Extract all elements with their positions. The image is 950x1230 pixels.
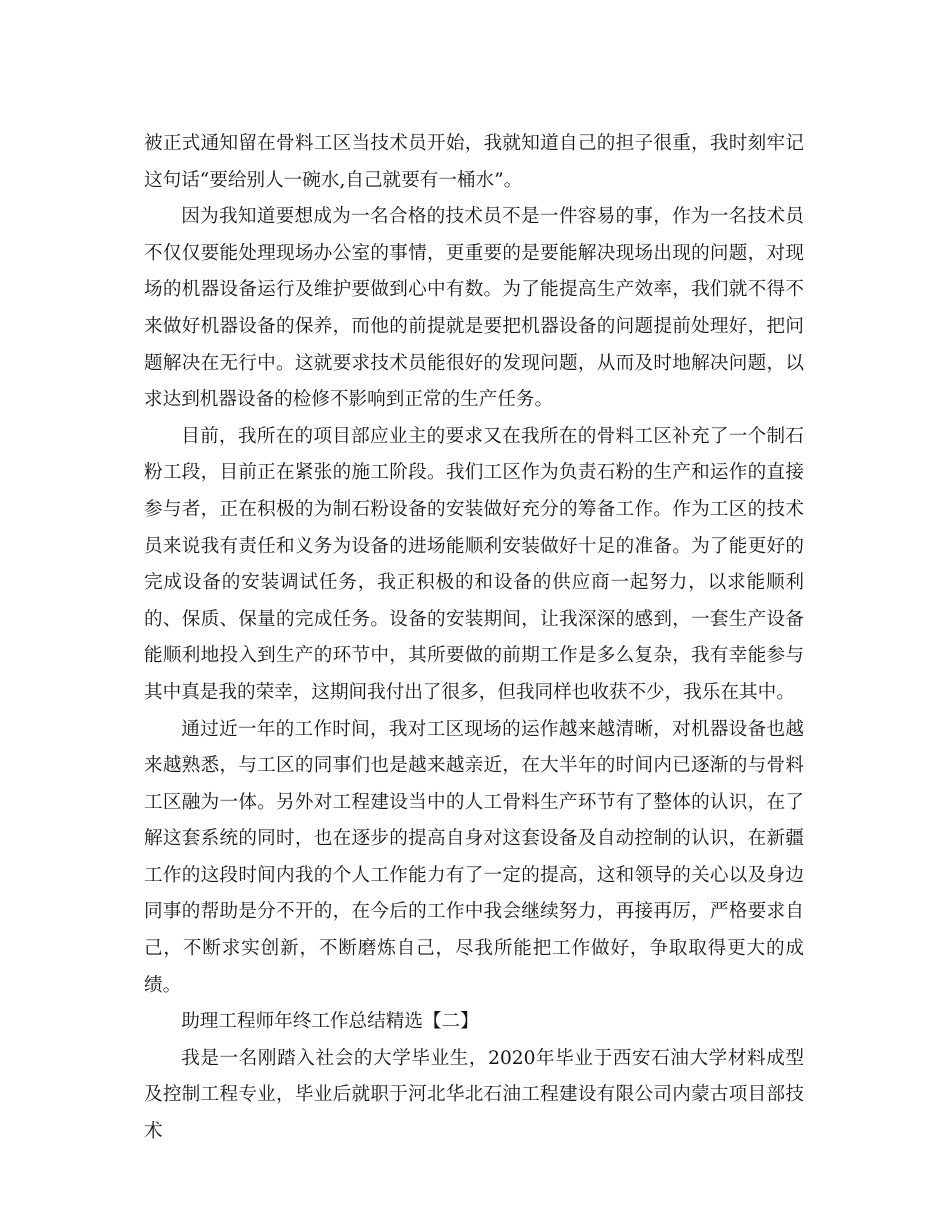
document-body xyxy=(144,126,804,1151)
paragraph-continuation: 被正式通知留在骨料工区当技术员开始，我就知道自己的担子很重，我时刻牢记这句话“要给别人一碗水,自己就要有一桶水”。 xyxy=(144,133,804,191)
paragraph-technician-role: 因为我知道要想成为一名合格的技术员不是一件容易的事，作为一名技术员不仅仅要能处理现场办公室的事情，更重要的是要能解决现场出现的问题，对现场的机器设备运行及维护要做到心中有数。为了能提高生产效率，我们就不得不来做好机器设备的保养，而他的前提就是要把机器设备的问题提前处理好，把问题解决在无行中。这就要求技术员能很好的发现问题，从而及时地解决问题，以求达到机器设备的检修不影响到正常的生产任务。 xyxy=(144,206,804,411)
section-heading: 助理工程师年终工作总结精选【二】 xyxy=(181,1011,479,1033)
paragraph-stone-powder-section: 目前，我所在的项目部应业主的要求又在我所在的骨料工区补充了一个制石粉工段，目前正在紧张的施工阶段。我们工区作为负责石粉的生产和运作的直接参与者，正在积极的为制石粉设备的安装做好充分的筹备工作。作为工区的技术员来说我有责任和义务为设备的进场能顺利安装做好十足的准备。为了能更好的完成设备的安装调试任务，我正积极的和设备的供应商一起努力，以求能顺利的、保质、保量的完成任务。设备的安装期间，让我深深的感到，一套生产设备能顺利地投入到生产的环节中，其所要做的前期工作是多么复杂，我有幸能参与其中真是我的荣幸，这期间我付出了很多，但我同样也收获不少，我乐在其中。 xyxy=(144,425,804,703)
paragraph-year-summary: 通过近一年的工作时间，我对工区现场的运作越来越清晰，对机器设备也越来越熟悉，与工区的同事们也是越来越亲近，在大半年的时间内已逐渐的与骨料工区融为一体。另外对工程建设当中的人工骨料生产环节有了整体的认识，在了解这套系统的同时，也在逐步的提高自身对这套设备及自动控制的认识，在新疆工作的这段时间内我的个人工作能力有了一定的提高，这和领导的关心以及身边同事的帮助是分不开的，在今后的工作中我会继续努力，再接再厉，严格要求自己，不断求实创新，不断磨炼自己，尽我所能把工作做好，争取取得更大的成绩。 xyxy=(144,718,804,996)
paragraph-graduate-intro: 我是一名刚踏入社会的大学毕业生，2020年毕业于西安石油大学材料成型及控制工程专业，毕业后就职于河北华北石油工程建设有限公司内蒙古项目部技术 xyxy=(144,1047,804,1143)
